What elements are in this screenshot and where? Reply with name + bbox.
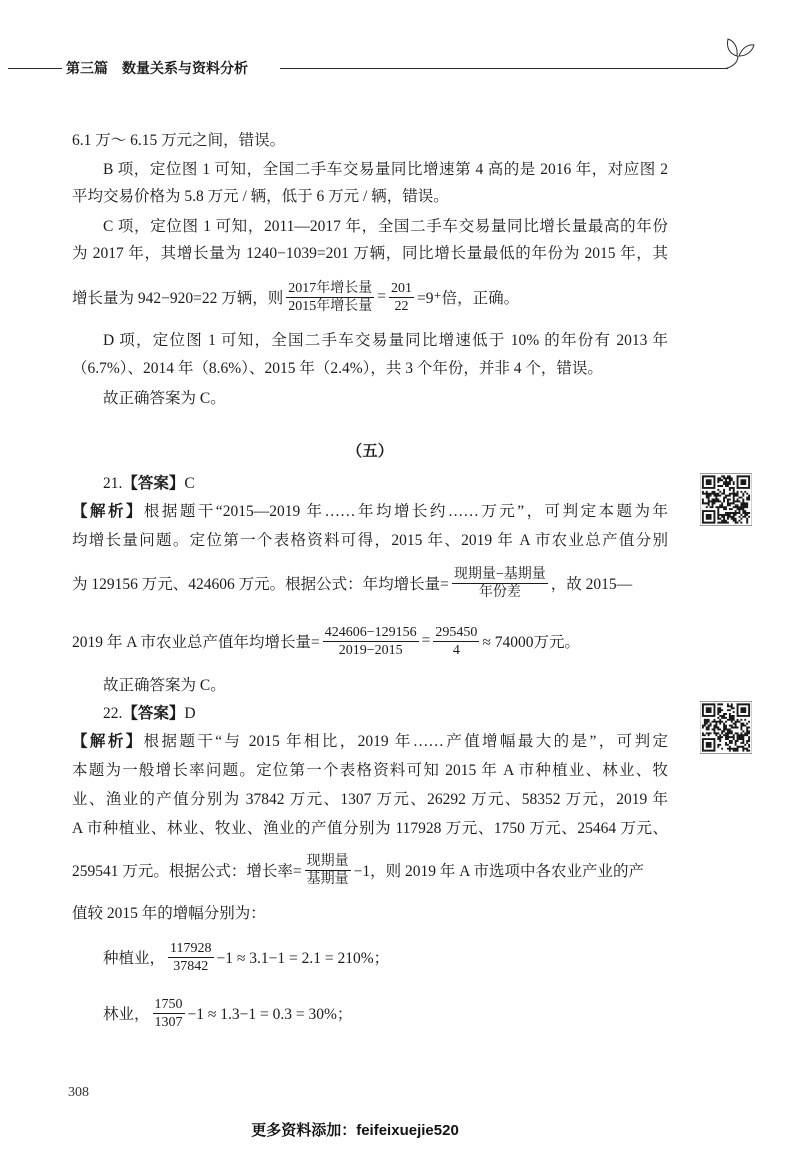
fraction-denominator: 2019−2015	[338, 642, 403, 658]
formula-text: 林业，	[103, 1006, 150, 1023]
option-c-line: 为 2017 年，其增长量为 1240−1039=201 万辆，同比增长量最低的年份为 2015 年，其	[72, 245, 668, 262]
fraction-numerator: 424606−129156	[324, 624, 417, 640]
fraction-numerator: 现期量	[306, 853, 349, 869]
equals-sign: =	[421, 632, 431, 649]
q22-analysis-line	[72, 730, 668, 754]
fraction-denominator: 基期量	[306, 871, 349, 887]
fraction	[286, 281, 374, 314]
q21-formula	[72, 623, 668, 659]
fraction	[389, 281, 414, 314]
q21-analysis-line	[72, 500, 668, 524]
header-rule-left	[8, 68, 62, 69]
intro-line: 6.1 万～ 6.15 万元之间，错误。	[72, 132, 286, 149]
analysis-label: 【解析】	[72, 503, 144, 520]
conclusion-line: 故正确答案为 C。	[103, 390, 226, 407]
formula-text: 259541 万元。根据公式：增长率=	[72, 863, 302, 880]
formula-text: −1 ≈ 1.3−1 = 0.3 = 30%；	[187, 1006, 353, 1023]
conclusion-line: 故正确答案为 C。	[103, 677, 226, 694]
fraction	[323, 625, 419, 658]
planting-calculation	[103, 939, 668, 975]
sprout-icon	[720, 36, 756, 70]
fraction-numerator: 201	[390, 280, 412, 296]
formula-text: 增长量为 942−920=22 万辆，则	[72, 290, 284, 307]
header-rule-right	[280, 68, 728, 69]
option-b-line: B 项，定位图 1 可知，全国二手车交易量同比增速第 4 高的是 2016 年，对应图 2	[103, 161, 668, 178]
section-title: （五）	[346, 443, 394, 460]
q22-analysis-line: A 市种植业、林业、牧业、渔业的产值分别为 117928 万元、1750 万元、25464 万元、	[72, 820, 668, 837]
answer-value: D	[184, 705, 196, 722]
q21-formula	[72, 565, 668, 601]
analysis-label: 【解析】	[72, 733, 144, 750]
formula-text: −1，则 2019 年 A 市选项中各农业产业的产	[353, 863, 644, 880]
fraction	[305, 854, 351, 887]
answer-value: C	[184, 475, 195, 492]
q22-analysis-line: 值较 2015 年的增幅分别为：	[72, 905, 266, 922]
question-number: 22.	[103, 705, 123, 722]
fraction	[433, 625, 479, 658]
fraction-denominator: 22	[394, 298, 409, 314]
formula-text: 种植业，	[103, 950, 166, 967]
q22-analysis-line: 业、渔业的产值分别为 37842 万元、1307 万元、26292 万元、58352 万元，2019 年	[72, 791, 668, 808]
fraction-denominator: 37842	[173, 958, 209, 974]
fraction-denominator: 年份差	[478, 584, 521, 600]
option-c-formula	[72, 279, 668, 315]
fraction-denominator: 4	[452, 642, 460, 658]
fraction	[168, 941, 213, 974]
fraction-numerator: 1750	[154, 996, 183, 1012]
formula-text: ≈ 74000万元。	[482, 634, 581, 651]
formula-text: 2019 年 A 市农业总产值年均增长量=	[72, 634, 320, 651]
chapter-header: 第三篇 数量关系与资料分析	[66, 60, 248, 76]
fraction	[452, 567, 548, 600]
answer-label: 【答案】	[122, 705, 185, 722]
footer-note: 更多资料添加：feifeixuejie520	[251, 1122, 459, 1139]
forestry-calculation	[103, 995, 668, 1031]
fraction-numerator: 295450	[435, 624, 478, 640]
formula-text: −1 ≈ 3.1−1 = 2.1 = 210%；	[216, 950, 390, 967]
answer-label: 【答案】	[122, 475, 185, 492]
q22-answer-line	[103, 702, 668, 726]
formula-text: =9⁺倍，正确。	[416, 290, 520, 307]
q22-analysis-line: 本题为一般增长率问题。定位第一个表格资料可知 2015 年 A 市种植业、林业、牧	[72, 762, 668, 779]
formula-text: ，故 2015—	[550, 576, 633, 593]
page-number: 308	[68, 1085, 89, 1100]
option-d-line: （6.7%）、2014 年（8.6%）、2015 年（2.4%），共 3 个年份，并非 4 个，错误。	[72, 360, 603, 377]
fraction-numerator: 117928	[170, 940, 212, 956]
option-c-line: C 项，定位图 1 可知，2011—2017 年，全国二手车交易量同比增长量最高的年份	[103, 218, 668, 235]
option-d-line: D 项，定位图 1 可知，全国二手车交易量同比增速低于 10% 的年份有 2013 年	[103, 332, 668, 349]
fraction-numerator: 现期量−基期量	[453, 566, 546, 582]
fraction	[153, 997, 185, 1030]
equals-sign: =	[377, 288, 386, 305]
fraction-denominator: 2015年增长量	[288, 298, 373, 314]
q22-formula	[72, 852, 668, 888]
analysis-text: 根据题干“与 2015 年相比，2019 年……产值增幅最大的是”，可判定	[143, 733, 668, 750]
qr-code-icon	[700, 472, 752, 527]
fraction-numerator: 2017年增长量	[288, 280, 373, 296]
fraction-denominator: 1307	[154, 1014, 183, 1030]
formula-text: 为 129156 万元、424606 万元。根据公式：年均增长量=	[72, 576, 449, 593]
q21-answer-line	[103, 472, 668, 496]
option-b-line: 平均交易价格为 5.8 万元 / 辆，低于 6 万元 / 辆，错误。	[72, 188, 449, 205]
q21-analysis-line: 均增长量问题。定位第一个表格资料可得，2015 年、2019 年 A 市农业总产值分别	[72, 532, 668, 549]
question-number: 21.	[103, 475, 123, 492]
analysis-text: 根据题干“2015—2019 年……年均增长约……万元”，可判定本题为年	[143, 503, 668, 520]
qr-code-icon	[700, 700, 752, 755]
